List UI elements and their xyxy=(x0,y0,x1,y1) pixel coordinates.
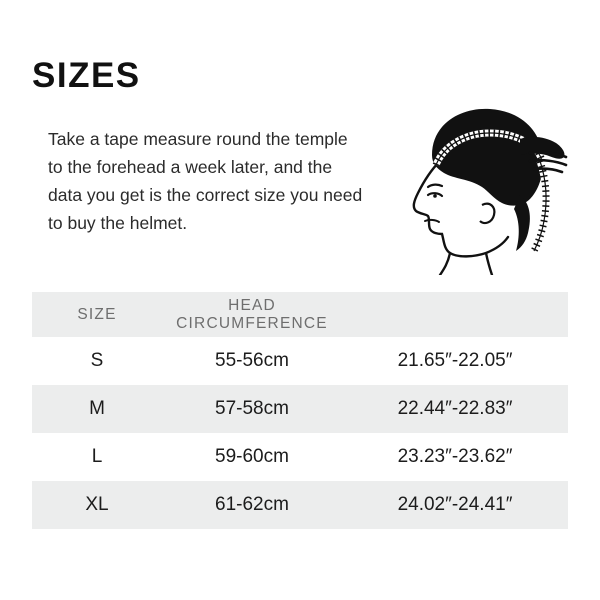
table-row xyxy=(32,433,568,481)
column-header-circumference: HEAD CIRCUMFERENCE xyxy=(162,292,342,337)
table-row xyxy=(32,385,568,433)
page-title: SIZES xyxy=(32,56,141,95)
table-body xyxy=(32,337,568,529)
cell-size: M xyxy=(32,385,162,433)
column-header-size: SIZE xyxy=(32,292,162,337)
cell-circumference-inch: 23.23″-23.62″ xyxy=(342,433,568,481)
cell-circumference-cm: 57-58cm xyxy=(162,385,342,433)
cell-circumference-inch: 24.02″-24.41″ xyxy=(342,481,568,529)
column-header-blank xyxy=(342,292,568,337)
cell-circumference-inch: 21.65″-22.05″ xyxy=(342,337,568,385)
cell-size: S xyxy=(32,337,162,385)
intro-paragraph: Take a tape measure round the temple to the forehead a week later, and the data you get is the correct size you need to buy the helmet. xyxy=(48,129,363,233)
cell-circumference-cm: 61-62cm xyxy=(162,481,342,529)
cell-size: L xyxy=(32,433,162,481)
cell-size: XL xyxy=(32,481,162,529)
cell-circumference-cm: 55-56cm xyxy=(162,337,342,385)
cell-circumference-inch: 22.44″-22.83″ xyxy=(342,385,568,433)
table-row xyxy=(32,481,568,529)
size-table xyxy=(32,292,568,529)
head-measuring-tape-illustration xyxy=(370,95,570,275)
cell-circumference-cm: 59-60cm xyxy=(162,433,342,481)
table-header xyxy=(32,292,568,337)
table-header-row xyxy=(32,292,568,337)
table-row xyxy=(32,337,568,385)
